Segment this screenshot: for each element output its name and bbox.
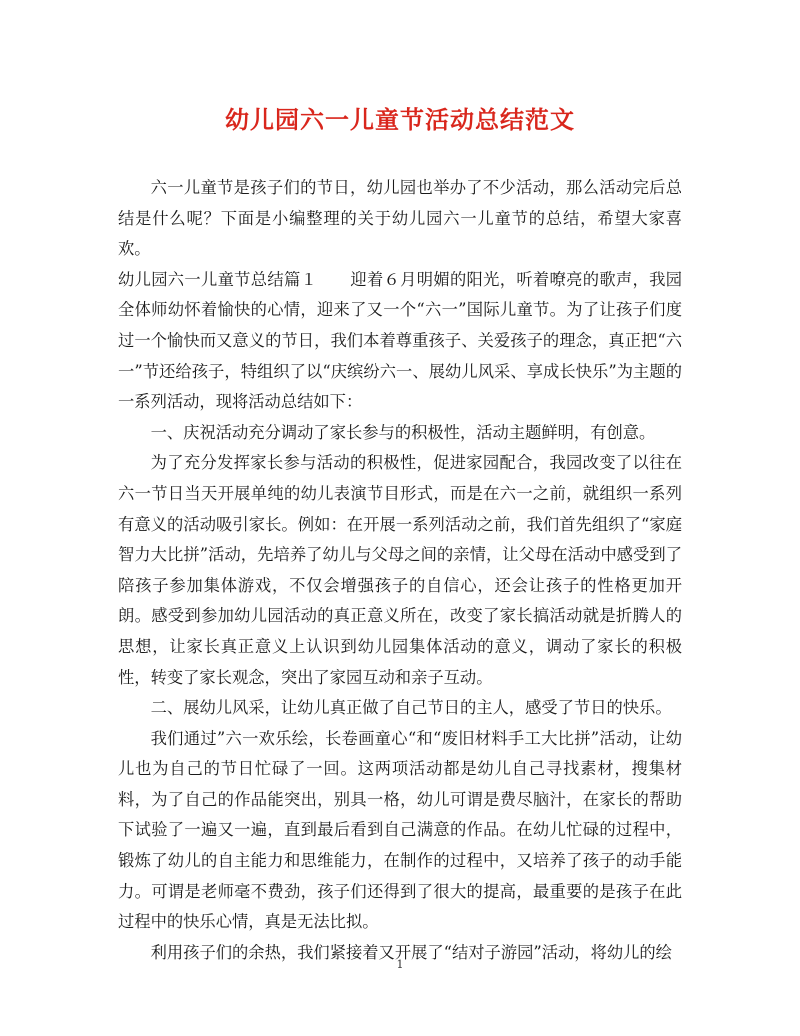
body-paragraph: 利用孩子们的余热，我们紧接着又开展了“结对子游园”活动，将幼儿的绘: [150, 942, 672, 962]
section-heading: 一、庆祝活动充分调动了家长参与的积极性，活动主题鲜明，有创意。: [150, 422, 656, 442]
document-body: [118, 173, 682, 968]
body-paragraph: 幼儿园六一儿童节总结篇１ 迎着６月明媚的阳光，听着嘹亮的歌声，我园全体师幼怀着愉快的心情，迎来了又一个“六一”国际儿童节。为了让孩子们度过一个愉快而又意义的节日，我们本着尊重孩子、关爱孩子的理念，真正把“六一”节还给孩子，特组织了以“庆缤纷六一、展幼儿风采、享成长快乐”为主题的一系列活动，现将活动总结如下：: [118, 269, 682, 412]
document-title: 幼儿园六一儿童节活动总结范文: [225, 105, 575, 134]
page-number: 1: [396, 958, 404, 971]
body-paragraph: 为了充分发挥家长参与活动的积极性，促进家园配合，我园改变了以往在六一节日当天开展单纯的幼儿表演节目形式，而是在六一之前，就组织一系列有意义的活动吸引家长。例如：在开展一系列活动之前，我们首先组织了“家庭智力大比拼”活动，先培养了幼儿与父母之间的亲情，让父母在活动中感受到了陪孩子参加集体游戏，不仅会增强孩子的自信心，还会让孩子的性格更加开朗。感受到参加幼儿园活动的真正意义所在，改变了家长搞活动就是折腾人的思想，让家长真正意义上认识到幼儿园集体活动的意义，调动了家长的积极性，转变了家长观念，突出了家园互动和亲子互动。: [118, 453, 682, 687]
intro-paragraph: 六一儿童节是孩子们的节日，幼儿园也举办了不少活动，那么活动完后总结是什么呢？下面是小编整理的关于幼儿园六一儿童节的总结，希望大家喜欢。: [118, 178, 682, 259]
section-heading: 二、展幼儿风采，让幼儿真正做了自己节日的主人，感受了节日的快乐。: [150, 698, 672, 718]
body-paragraph: 我们通过”六一欢乐绘，长卷画童心“和“废旧材料手工大比拼”活动，让幼儿也为自己的节日忙碌了一回。这两项活动都是幼儿自己寻找素材，搜集材料，为了自己的作品能突出，别具一格，幼儿可谓是费尽脑汁，在家长的帮助下试验了一遍又一遍，直到最后看到自己满意的作品。在幼儿忙碌的过程中，锻炼了幼儿的自主能力和思维能力，在制作的过程中，又培养了孩子的动手能力。可谓是老师毫不费劲，孩子们还得到了很大的提高，最重要的是孩子在此过程中的快乐心情，真是无法比拟。: [118, 728, 682, 932]
